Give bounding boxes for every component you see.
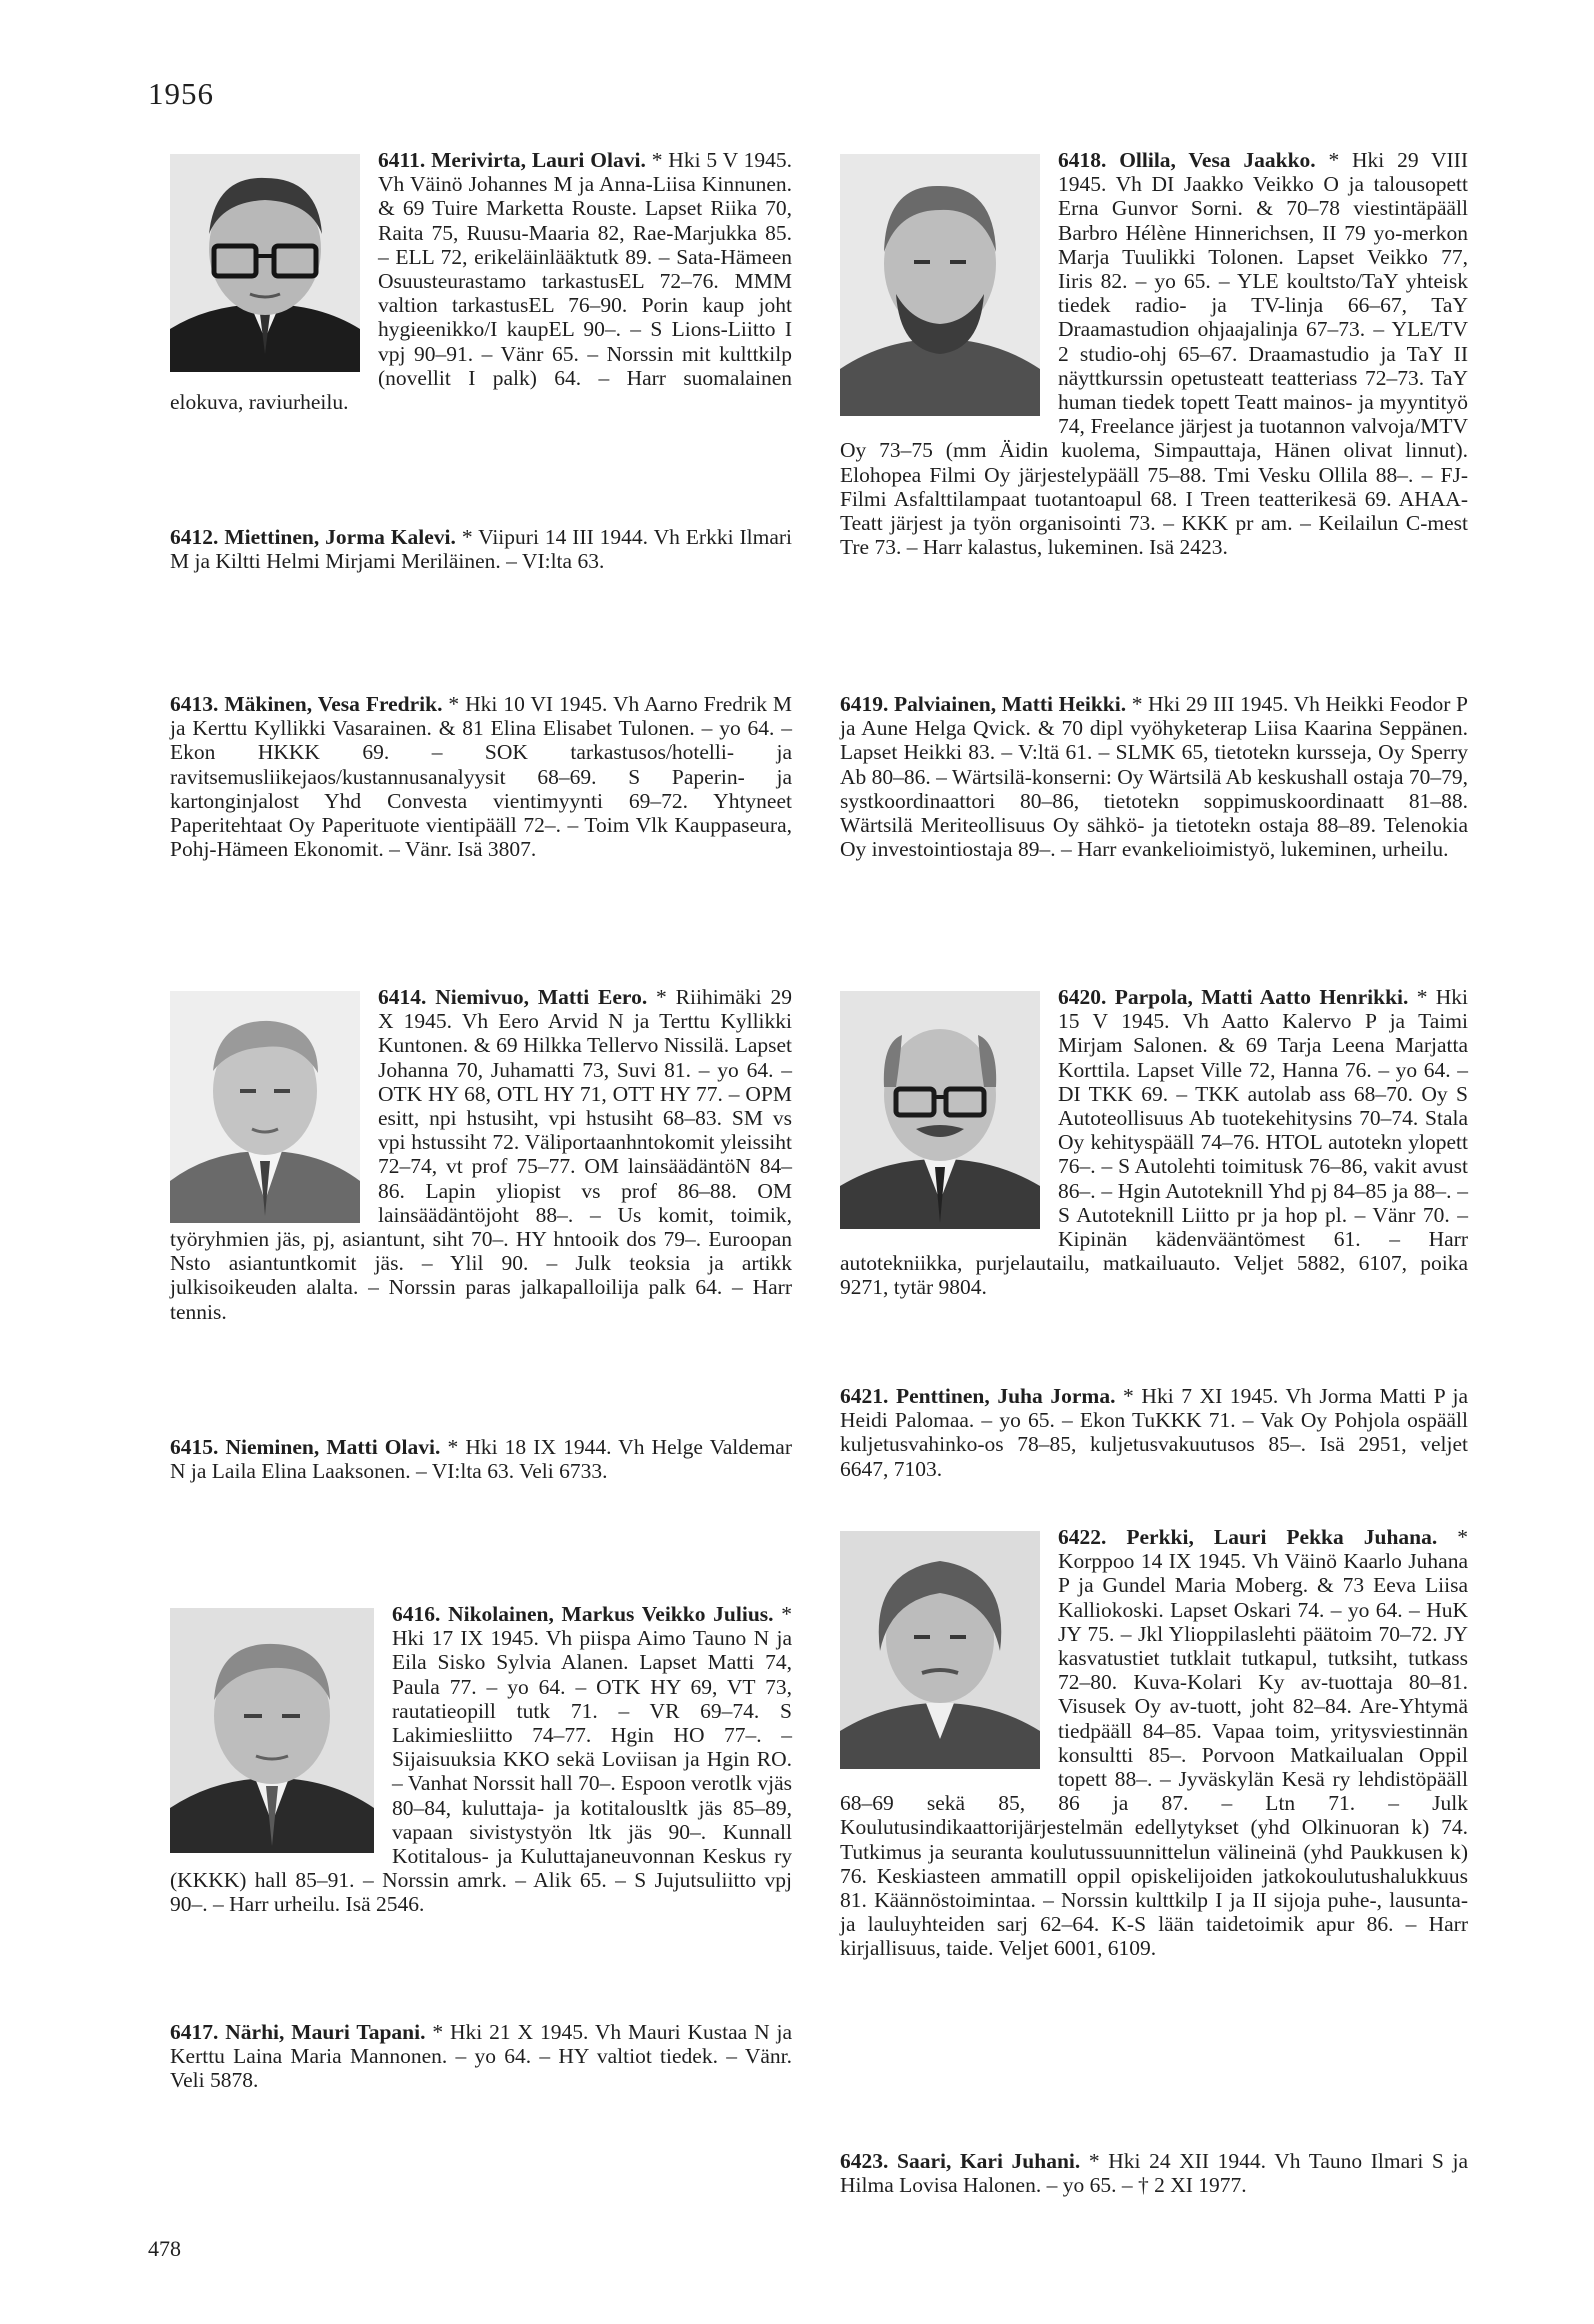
entry-text: * Riihimäki 29 X 1945. Vh Eero Arvid N ja Terttu Kyllikki Kuntonen. & 69 Hilkka Tellervo Nissilä. Lapset Johanna 70, Juhamatti 73, Suvi 81. – yo 64. – OTK HY 68, OTL HY 71, OTT HY 77. – OPM esitt, npi hstusiht, vpi hstusiht 68–83. SM vs vpi hstussiht 72. Väliportaanhntokomit yleissiht 72–74, vt prof 75–77. OM lainsäädäntöN 84–86. Lapin yliopist vs prof 86–88. OM lainsäädäntöjoht 88–. – Us komit, toimik, työryhmien jäs, pj, asiantunt, siht 70–. HY hntooik dos 79–. Euroopan Nsto asiantuntkomit jäs. – Ylil 90. – Julk teoksia ja artikk julkisoikeuden alalta. – Norssin paras jalkapalloilija palk 64. – Harr tennis. [170, 985, 793, 1324]
portrait-photo [170, 154, 360, 372]
entry-name: Ollila, Vesa Jaakko. [1119, 148, 1316, 172]
entry-name: Penttinen, Juha Jorma. [895, 1384, 1116, 1408]
portrait-photo [840, 1531, 1040, 1769]
entry-6413 [170, 692, 792, 861]
entry-name: Parpola, Matti Aatto Henrikki. [1114, 985, 1409, 1009]
entry-6416 [170, 1602, 792, 1917]
portrait-photo [170, 991, 360, 1223]
entry-text: * Korppoo 14 IX 1945. Vh Väinö Kaarlo Juhana P ja Gundel Maria Moberg. & 73 Eeva Liisa Kalliokoski. Lapset Oskari 74. – yo 64. – HuK JY 75. – Jkl Ylioppilaslehti päätoim 70–72. JY kasvatustiet tutklait tutkapul, tutksiht, tutkass 72–80. Kuva-Kolari Ky av-tuottaja 80–81. Visusek Oy av-tuott, joht 82–84. Are-Yhtymä tiedpääll 84–85. Vapaa toim, yritysviestinnän konsultti 85–. Porvoon Matkailualan Oppil topett 88–. – Jyväskylän Kesä ry lehdistöpääll 68–69 sekä 85, 86 ja 87. – Ltn 71. – Julk Koulutusindikaattorijärjestelmän edellytykset (yhd Olkinuoran k) 74. Tutkimus ja seuranta koulutussuunnittelun välineinä (yhd Paukkusen k) 76. Keskiasteen ammatill oppil opiskelijoiden jatkokoulutushalukkuus 81. Käännöstoimintaa. – Norssin kulttkilp I ja II sijoja puhe-, lausunta- ja lauluyhteiden sarj 62–64. K-S lään taidetoimik apur 86. – Harr kirjallisuus, taide. Veljet 6001, 6109. [840, 1525, 1468, 1961]
entry-6420 [840, 985, 1468, 1300]
entry-number: 6420. [1058, 985, 1107, 1009]
entry-number: 6419. [840, 692, 889, 716]
portrait-photo [840, 154, 1040, 416]
page-year: 1956 [148, 76, 214, 111]
entry-number: 6421. [840, 1384, 889, 1408]
entry-number: 6422. [1058, 1525, 1107, 1549]
entry-name: Mäkinen, Vesa Fredrik. [224, 692, 443, 716]
entry-text: * Hki 18 IX 1944. Vh Helge Valdemar N ja Laila Elina Laaksonen. – VI:lta 63. Veli 6733. [170, 1435, 792, 1484]
entry-number: 6411. [378, 148, 426, 172]
entry-number: 6414. [378, 985, 427, 1009]
entry-name: Miettinen, Jorma Kalevi. [224, 525, 456, 549]
entry-text: * Hki 29 VIII 1945. Vh DI Jaakko Veikko O ja talousopett Erna Gunvor Sorni. & 70–78 viestintäpääll Barbro Hélène Hinnerichsen, II 79 yo-merkon Marja Tuulikki Tolonen. Lapset Veikko 77, Iiris 82. – yo 65. – YLE koultsto/TaY yhteisk tiedek radio- ja TV-linja 66–67, TaY Draamastudion ohjaajalinja 67–73. – YLE/TV 2 studio-ohj 65–67. Draamastudio ja TaY II näyttkurssin opetusteatt teatteriass 72–73. TaY human tiedek topett Teatt mainos- ja myyntityö 74, Freelance järjest ja tuotannon valvoja/MTV Oy 73–75 (mm Äidin kuolema, Simpauttaja, Hänen olivat linnut). Elohopea Filmi Oy järjestelypääll 75–88. Tmi Vesku Ollila 88–. – FJ-Filmi Asfalttilampaat tuotantoapul 68. I Treen teatterikesä 69. AHAA-Teatt järjest ja työn organisointi 73. – KKK pr am. – Keilailun C-mest Tre 73. – Harr kalastus, lukeminen. Isä 2423. [840, 148, 1468, 560]
entry-text: * Hki 24 XII 1944. Vh Tauno Ilmari S ja Hilma Lovisa Halonen. – yo 65. – † 2 XI 1977. [840, 2149, 1468, 2198]
entry-name: Närhi, Mauri Tapani. [225, 2020, 426, 2044]
entry-number: 6423. [840, 2149, 889, 2173]
entry-number: 6417. [170, 2020, 219, 2044]
entry-text: * Hki 21 X 1945. Vh Mauri Kustaa N ja Kerttu Laina Maria Mannonen. – yo 64. – HY valtiot tiedek. – Vänr. Veli 5878. [170, 2020, 793, 2093]
entry-name: Nikolainen, Markus Veikko Julius. [448, 1602, 774, 1626]
entry-6422 [840, 1525, 1468, 1961]
page-number: 478 [148, 2236, 181, 2261]
entry-text: * Hki 15 V 1945. Vh Aatto Kalervo P ja Taimi Mirjam Salonen. & 69 Tarja Leena Marjatta Korttila. Lapset Ville 72, Hanna 76. – yo 64. – DI TKK 69. – TKK autolab ass 68–70. Oy S Autoteollisuus Ab tuotekehitysins 70–74. Stala Oy kehityspääll 74–76. HTOL autotekn ylopett 76–. – S Autolehti toimitusk 76–86, vakit avust 86–. – Hgin Autoteknill Yhd pj 84–85 ja 88–. – S Autoteknill Liitto pr ja hop pl. – Vänr 70. – Kipinän kädenvääntömest 61. – Harr autotekniikka, purjelautailu, matkailuauto. Veljet 5882, 6107, poika 9271, tytär 9804. [840, 985, 1469, 1300]
entry-6418 [840, 148, 1468, 559]
entry-6421 [840, 1384, 1468, 1481]
entry-number: 6413. [170, 692, 219, 716]
entry-name: Saari, Kari Juhani. [896, 2149, 1081, 2173]
entry-6411 [170, 148, 792, 414]
entry-name: Merivirta, Lauri Olavi. [431, 148, 646, 172]
portrait-photo [170, 1608, 374, 1853]
entry-number: 6415. [170, 1435, 219, 1459]
entry-6414 [170, 985, 792, 1324]
entry-text: * Hki 17 IX 1945. Vh piispa Aimo Tauno N ja Eila Sisko Sylvia Alanen. Lapset Matti 74, Paula 77. – yo 64. – OTK HY 69, VT 73, rautatieopill tutk 71. – VR 69–74. S Lakimiesliitto 74–77. Hgin HO 77–. – Sijaisuuksia KKO sekä Loviisan ja Hgin RO. – Vanhat Norssit hall 70–. Espoon verotlk vjäs 80–84, kuluttaja- ja kotitalousltk jäs 85–89, vapaan sivistystyön ltk jäs 90–. Kunnall Kotitalous- ja Kuluttajaneuvonnan Keskus ry (KKKK) hall 85–91. – Norssin amrk. – Alik 65. – S Jujutsuliitto vpj 90–. – Harr urheilu. Isä 2546. [170, 1602, 793, 1917]
entry-6419 [840, 692, 1468, 861]
entry-name: Niemivuo, Matti Eero. [435, 985, 648, 1009]
entry-number: 6418. [1058, 148, 1107, 172]
entry-text: * Hki 29 III 1945. Vh Heikki Feodor P ja Aune Helga Qvick. & 70 dipl vyöhyketerap Liisa Kaarina Seppänen. Lapset Heikki 83. – V:ltä 61. – SLMK 65, tietotekn kursseja, Oy Sperry Ab 80–86. – Wärtsilä-konserni: Oy Wärtsilä Ab keskushall ostaja 70–79, systkoordinaattori 80–86, tietotekn soppimuskoordinaatt 81–88. Wärtsilä Meriteollisuus Oy sähkö- ja tietotekn ostaja 88–89. Telenokia Oy investointiostaja 89–. – Harr evankelioimistyö, lukeminen, urheilu. [840, 692, 1468, 862]
entry-6417 [170, 2020, 792, 2093]
entry-name: Palviainen, Matti Heikki. [893, 692, 1127, 716]
portrait-photo [840, 991, 1040, 1229]
entry-6412 [170, 525, 792, 573]
entry-name: Nieminen, Matti Olavi. [225, 1435, 441, 1459]
entry-name: Perkki, Lauri Pekka Juhana. [1126, 1525, 1438, 1549]
entry-number: 6416. [392, 1602, 441, 1626]
entry-text: * Hki 7 XI 1945. Vh Jorma Matti P ja Heidi Palomaa. – yo 65. – Ekon TuKKK 71. – Vak Oy Pohjola ospääll kuljetusvahinko-os 78–85, kuljetusvakuutusos 85–. Isä 2951, veljet 6647, 7103. [840, 1384, 1469, 1481]
entry-text: * Hki 5 V 1945. Vh Väinö Johannes M ja Anna-Liisa Kinnunen. & 69 Tuire Marketta Rouste. Lapset Riika 70, Raita 75, Ruusu-Maaria 82, Rae-Marjukka 85. – ELL 72, erikeläinlääktutk 89. – Sata-Hämeen Osuusteurastamo tarkastusEL 72–76. MMM valtion tarkastusEL 76–90. Porin kaup joht hygieenikko/I kaupEL 90–. – S Lions-Liitto I vpj 90–91. – Vänr 65. – Norssin mit kulttkilp (novellit I palk) 64. – Harr suomalainen elokuva, raviurheilu. [170, 148, 793, 415]
entry-6415 [170, 1435, 792, 1483]
entry-text: * Hki 10 VI 1945. Vh Aarno Fredrik M ja Kerttu Kyllikki Vasarainen. & 81 Elina Elisabet Tulonen. – yo 64. – Ekon HKKK 69. – SOK tarkastusos/hotelli- ja ravitsemusliikejaos/kustannusanalyysit 68–69. S Paperin- ja kartonginjalost Yhd Convesta vientimyynti 69–72. Yhtyneet Paperitehtaat Oy Paperituote vientipääll 72–. – Toim Vlk Kauppaseura, Pohj-Hämeen Ekonomit. – Vänr. Isä 3807. [170, 692, 793, 862]
entry-number: 6412. [170, 525, 219, 549]
entry-text: * Viipuri 14 III 1944. Vh Erkki Ilmari M ja Kiltti Helmi Mirjami Meriläinen. – VI:lta 63. [170, 525, 793, 574]
entry-6423 [840, 2149, 1468, 2197]
